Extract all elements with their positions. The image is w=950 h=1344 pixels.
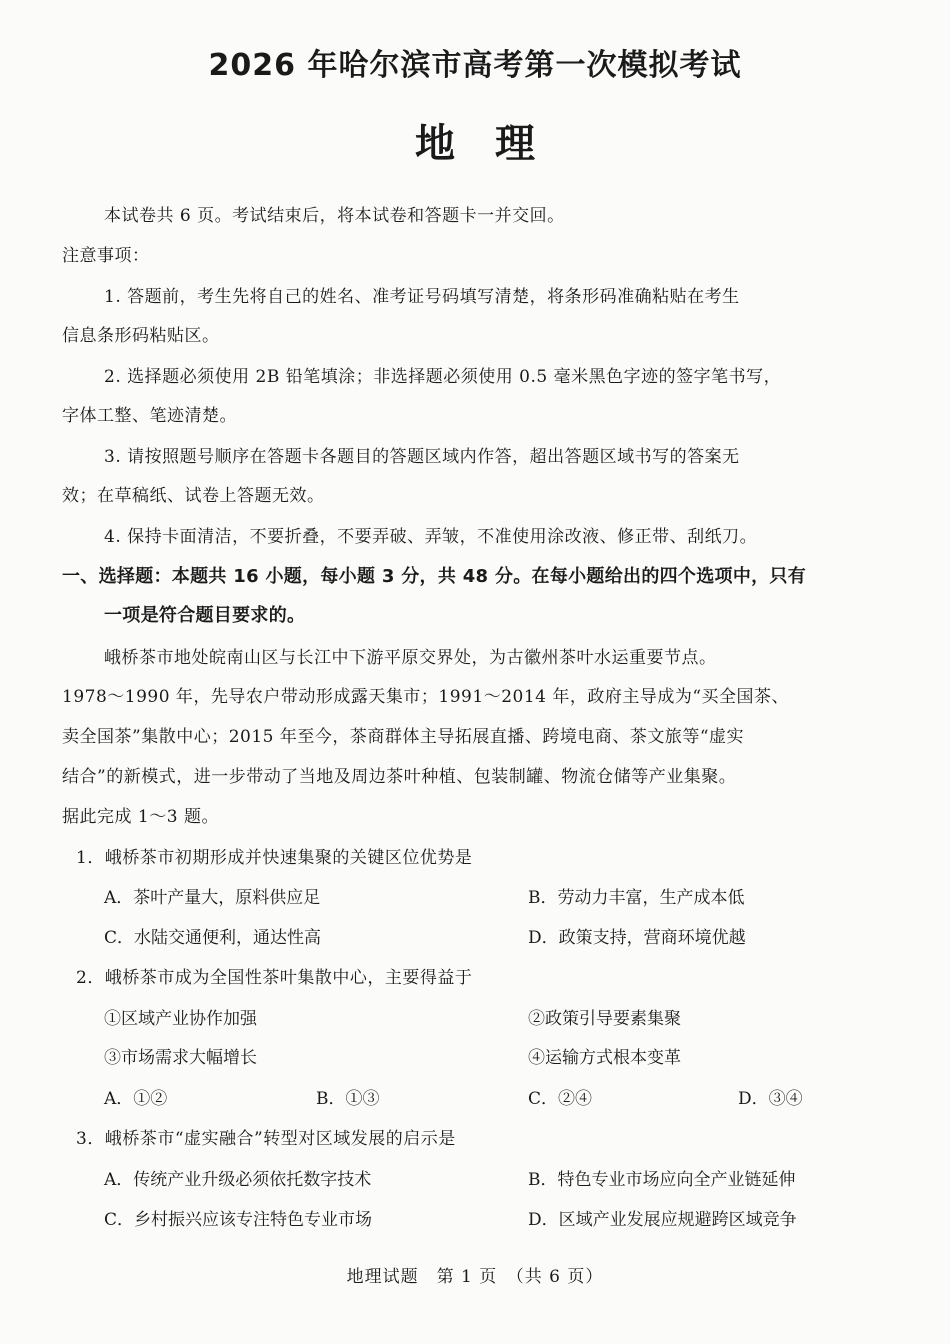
notice-item-1-line-1: 1. 答题前，考生先将自己的姓名、准考证号码填写清楚，将条形码准确粘贴在考生 <box>104 287 740 307</box>
section-heading-line-1: 一、选择题：本题共 16 小题，每小题 3 分，共 48 分。在每小题给出的四个选项中，只有 <box>62 566 807 587</box>
question-3-option-b: B．特色专业市场应向全产业链延伸 <box>528 1170 796 1190</box>
question-2-statement-3: ③市场需求大幅增长 <box>104 1048 257 1068</box>
section-heading-line-2: 一项是符合题目要求的。 <box>104 605 306 626</box>
question-2-statement-2: ②政策引导要素集聚 <box>528 1009 681 1029</box>
question-1-option-b: B．劳动力丰富，生产成本低 <box>528 888 745 908</box>
question-2-option-c: C．②④ <box>528 1089 593 1109</box>
intro-text: 本试卷共 6 页。考试结束后，将本试卷和答题卡一并交回。 <box>104 206 565 226</box>
notice-item-3-line-2: 效；在草稿纸、试卷上答题无效。 <box>62 486 325 506</box>
page-footer: 地理试题 第 1 页 （共 6 页） <box>346 1267 604 1287</box>
question-3-option-d: D．区域产业发展应规避跨区域竞争 <box>528 1210 797 1230</box>
question-1-option-d: D．政策支持，营商环境优越 <box>528 928 746 948</box>
notice-item-1-line-2: 信息条形码粘贴区。 <box>62 326 220 346</box>
passage-line-1: 峨桥茶市地处皖南山区与长江中下游平原交界处，为古徽州茶叶水运重要节点。 <box>104 648 717 668</box>
notice-item-4: 4. 保持卡面清洁，不要折叠，不要弄破、弄皱，不准使用涂改液、修正带、刮纸刀。 <box>104 527 758 547</box>
notice-item-2-line-2: 字体工整、笔迹清楚。 <box>62 406 237 426</box>
question-1-option-c: C．水陆交通便利，通达性高 <box>104 928 322 948</box>
question-2-stem: 2．峨桥茶市成为全国性茶叶集散中心，主要得益于 <box>76 968 473 988</box>
notice-item-2-line-1: 2. 选择题必须使用 2B 铅笔填涂；非选择题必须使用 0.5 毫米黑色字迹的签字笔书写， <box>104 367 782 387</box>
passage-line-2: 1978～1990 年，先导农户带动形成露天集市；1991～2014 年，政府主导成为“买全国茶、 <box>62 687 790 707</box>
question-2-option-d: D．③④ <box>738 1089 803 1109</box>
question-2-option-b: B．①③ <box>316 1089 380 1109</box>
notice-item-3-line-1: 3. 请按照题号顺序在答题卡各题目的答题区域内作答，超出答题区域书写的答案无 <box>104 447 740 467</box>
question-3-stem: 3．峨桥茶市“虚实融合”转型对区域发展的启示是 <box>76 1129 456 1149</box>
question-3-option-c: C．乡村振兴应该专注特色专业市场 <box>104 1210 373 1230</box>
passage-line-3: 卖全国茶”集散中心；2015 年至今，茶商群体主导拓展直播、跨境电商、茶文旅等“虚实 <box>62 727 745 747</box>
passage-line-4: 结合”的新模式，进一步带动了当地及周边茶叶种植、包装制罐、物流仓储等产业集聚。 <box>62 767 737 787</box>
question-1-stem: 1．峨桥茶市初期形成并快速集聚的关键区位优势是 <box>76 848 473 868</box>
notice-heading: 注意事项： <box>62 246 150 266</box>
question-2-statement-4: ④运输方式根本变革 <box>528 1048 681 1068</box>
passage-line-5: 据此完成 1～3 题。 <box>62 807 219 827</box>
exam-title: 2026 年哈尔滨市高考第一次模拟考试 <box>208 48 742 83</box>
question-2-statement-1: ①区域产业协作加强 <box>104 1009 257 1029</box>
question-1-option-a: A．茶叶产量大，原料供应足 <box>104 888 321 908</box>
question-2-option-a: A．①② <box>104 1089 168 1109</box>
subject-title: 地理 <box>415 121 575 167</box>
question-3-option-a: A．传统产业升级必须依托数字技术 <box>104 1170 372 1190</box>
